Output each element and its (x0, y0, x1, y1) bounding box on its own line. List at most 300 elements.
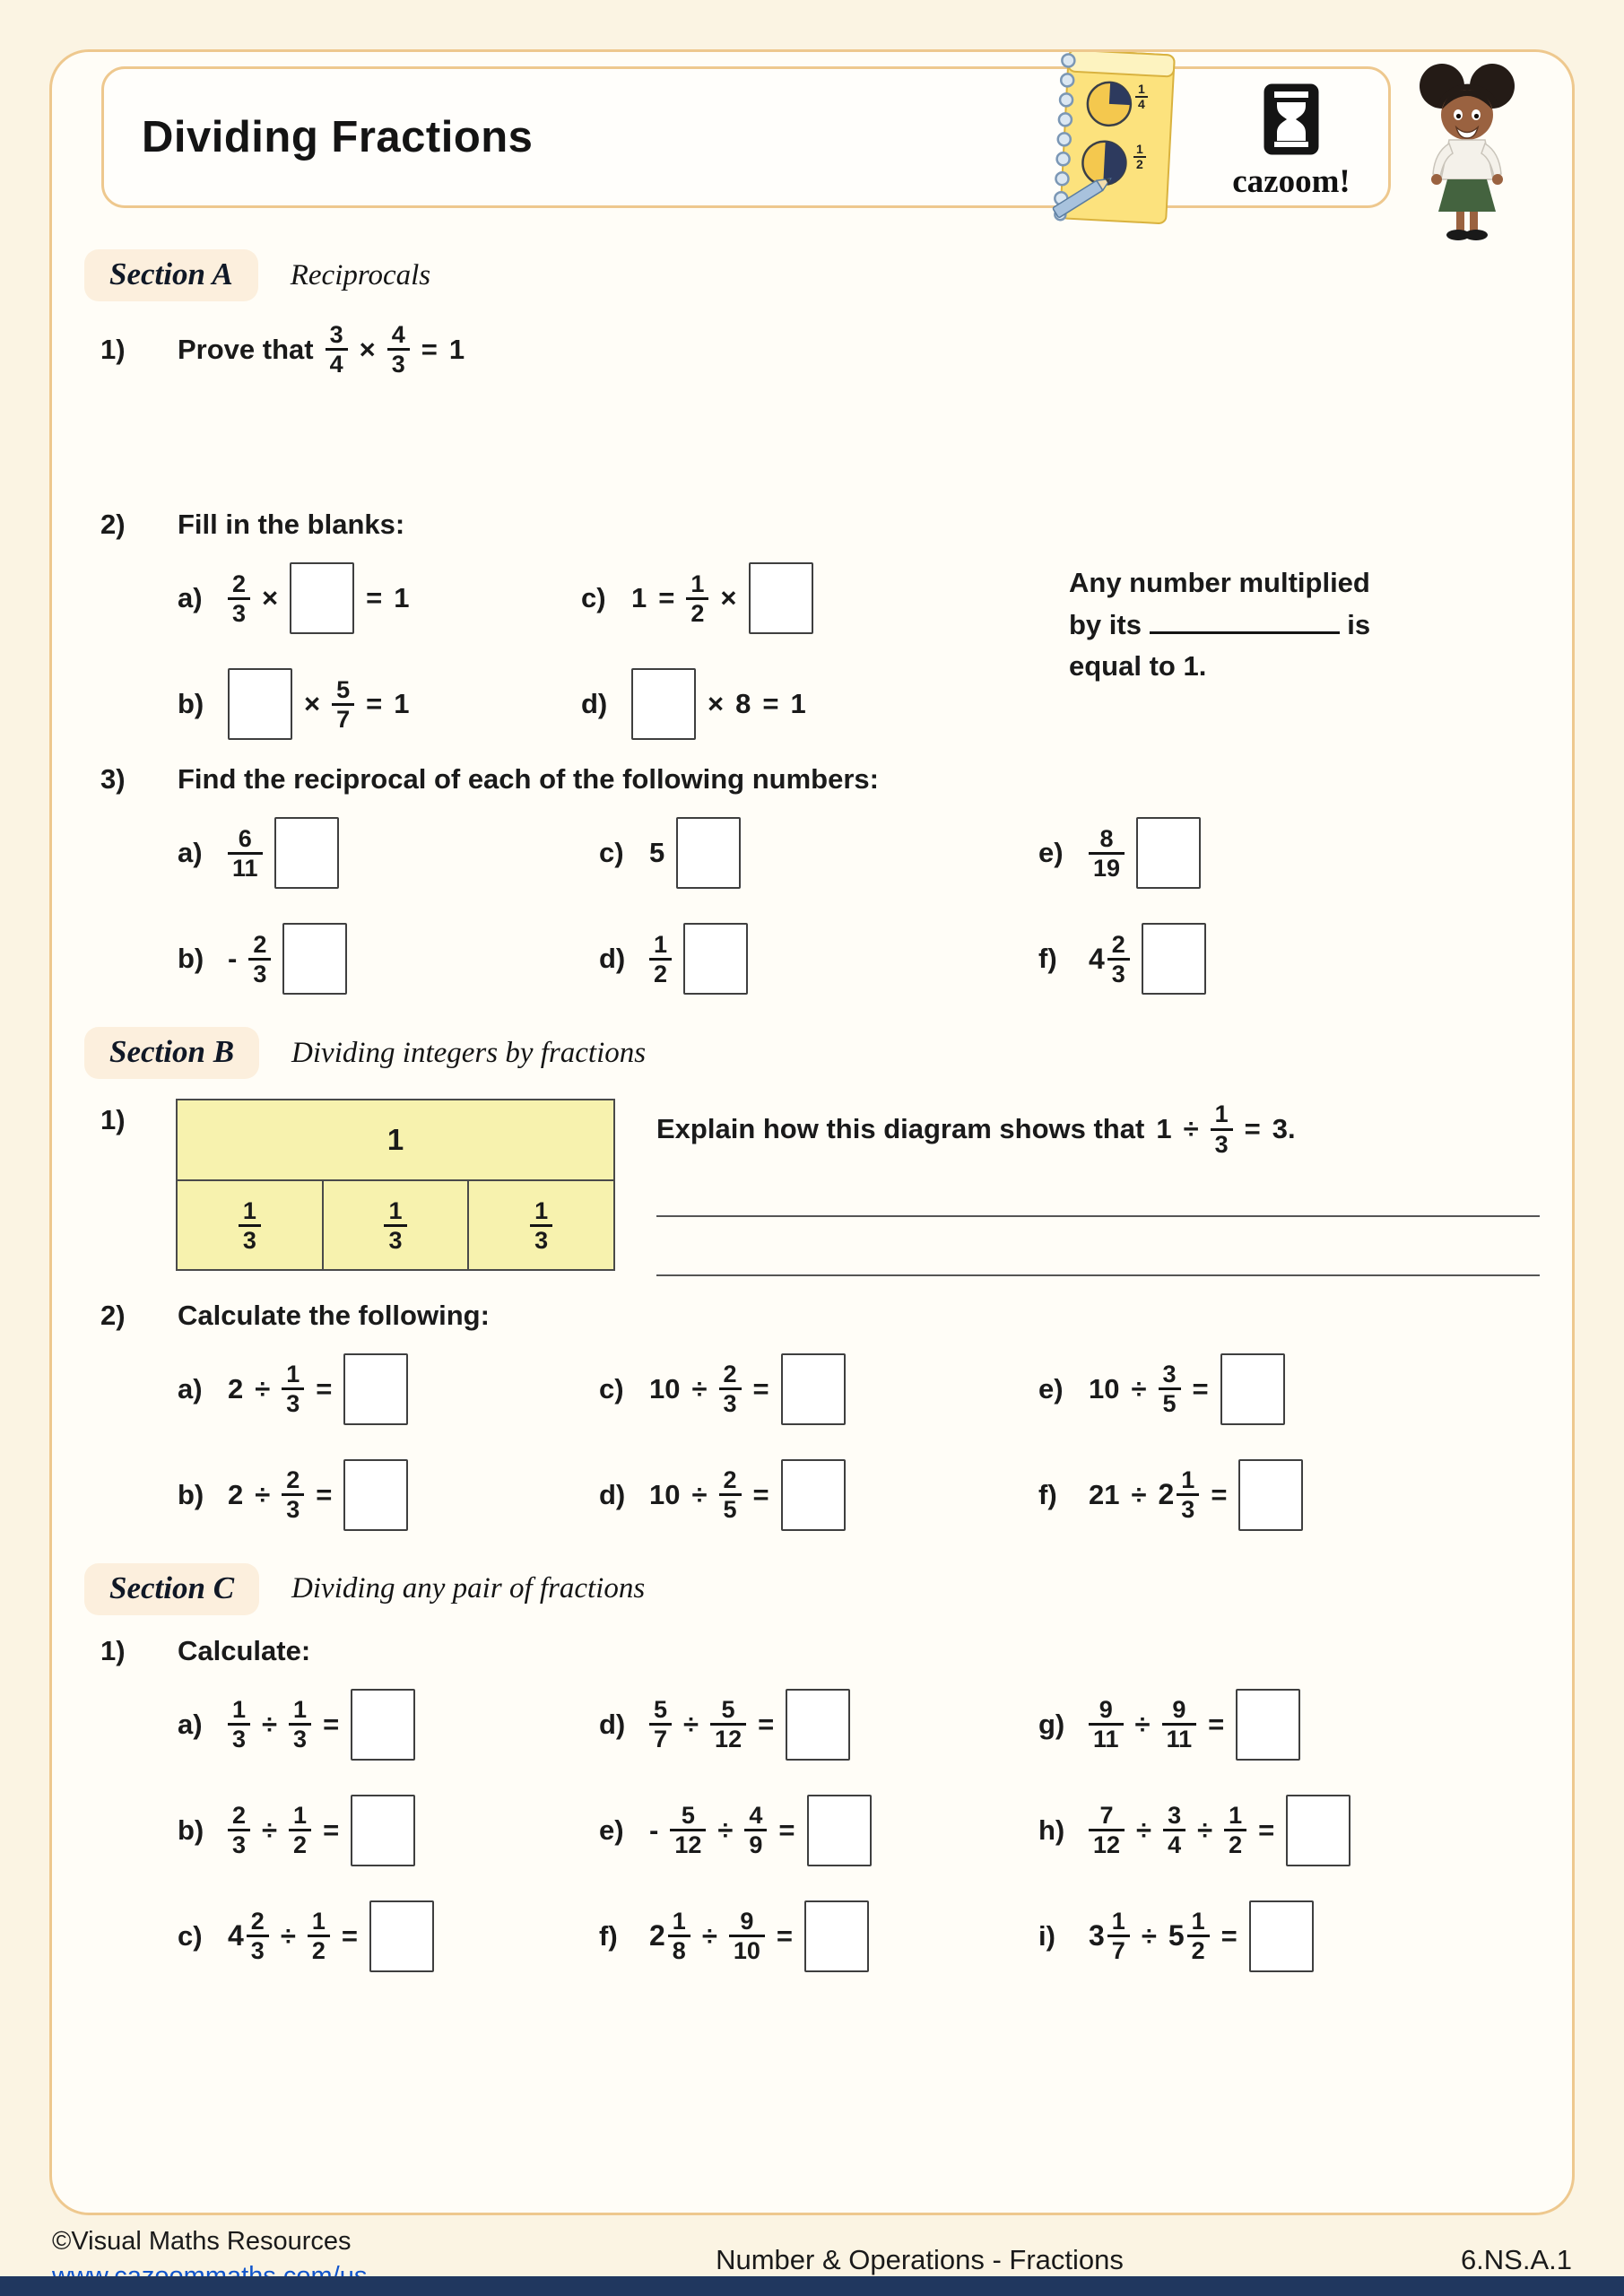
question (100, 321, 1540, 378)
expression-text: = (1208, 1708, 1225, 1740)
answer-box[interactable] (351, 1689, 415, 1761)
answer-line[interactable] (656, 1158, 1540, 1217)
fraction-denominator: 3 (228, 1723, 250, 1752)
hourglass-logo-icon (1263, 83, 1320, 156)
fraction (744, 1802, 767, 1858)
fraction-numerator: 2 (723, 1361, 737, 1388)
answer-line[interactable] (656, 1217, 1540, 1276)
problem-item (581, 668, 1029, 740)
fraction-denominator: 5 (719, 1493, 742, 1523)
answer-box[interactable] (1286, 1795, 1350, 1866)
problem-grid (178, 1689, 1540, 1972)
fraction-denominator: 2 (308, 1935, 330, 1964)
expression (656, 1100, 1296, 1157)
notepad-fractions-icon (1043, 49, 1177, 226)
diagram-cell-whole: 1 (178, 1100, 613, 1181)
expression-text: ÷ (262, 1813, 278, 1846)
expression-text: = (421, 333, 438, 365)
problem-label: a) (178, 837, 203, 869)
problem-label: f) (599, 1919, 618, 1952)
fraction (649, 931, 672, 987)
expression-text: ÷ (691, 1372, 708, 1405)
fraction-numerator: 1 (534, 1196, 549, 1224)
expression (228, 1353, 408, 1425)
fraction (1211, 1100, 1233, 1157)
fraction-numerator: 2 (232, 1802, 247, 1830)
fraction-denominator: 7 (1107, 1935, 1130, 1964)
diagram-row-thirds (178, 1181, 613, 1269)
problem-label: d) (599, 1708, 626, 1740)
mixed-number (1089, 1908, 1130, 1964)
diagram-cell-third (322, 1181, 468, 1269)
mixed-number (228, 1908, 269, 1964)
answer-box[interactable] (786, 1689, 850, 1761)
expression-text: ÷ (1131, 1372, 1147, 1405)
answer-box[interactable] (343, 1459, 408, 1531)
expression-text: = (758, 1708, 775, 1740)
section-header (84, 1563, 1540, 1615)
fraction-denominator: 2 (649, 958, 672, 987)
section-b (84, 1027, 1540, 1530)
fraction-denominator: 3 (1177, 1493, 1199, 1523)
fraction-numerator: 2 (232, 570, 247, 597)
expression-text: 21 (1089, 1478, 1120, 1510)
fraction (1162, 1696, 1197, 1752)
fraction (729, 1908, 765, 1964)
answer-box[interactable] (631, 668, 696, 740)
expression (228, 562, 410, 634)
expression (649, 1900, 869, 1972)
question-heading (100, 509, 1540, 541)
explain-block (656, 1099, 1540, 1275)
problem-item (178, 817, 599, 889)
fraction-numerator: 9 (1172, 1696, 1186, 1724)
problem-item (178, 1900, 599, 1972)
problem-item (599, 1689, 1038, 1761)
fraction (228, 570, 250, 627)
expression (1089, 923, 1206, 995)
fraction-denominator: 7 (332, 703, 354, 733)
fraction (649, 1696, 672, 1752)
problem-item (178, 668, 581, 740)
problem-label: b) (178, 1478, 204, 1510)
question (100, 509, 1540, 740)
fraction-numerator: 2 (723, 1466, 737, 1494)
problem-item (599, 1459, 1038, 1531)
fraction (387, 321, 410, 378)
expression-text: ÷ (683, 1708, 699, 1740)
expression-text: = (1258, 1813, 1275, 1846)
expression-text: 1 (1156, 1113, 1172, 1145)
expression (228, 1459, 408, 1531)
fraction-numerator: 4 (391, 321, 405, 348)
expression (1089, 1900, 1314, 1972)
fraction-numerator: 1 (388, 1196, 403, 1224)
question-heading (100, 321, 1540, 378)
problem-label: e) (1038, 837, 1064, 869)
expression-text: = (1211, 1478, 1228, 1510)
question-body (178, 1353, 1540, 1531)
problem-label: e) (1038, 1372, 1064, 1405)
section-label: Section B (84, 1027, 259, 1079)
answer-box[interactable] (369, 1900, 434, 1972)
fraction-denominator: 11 (228, 852, 263, 882)
expression (649, 923, 748, 995)
answer-box[interactable] (676, 817, 741, 889)
problem-label: c) (599, 837, 624, 869)
expression-text: = (1244, 1113, 1261, 1145)
fraction-denominator: 8 (668, 1935, 690, 1964)
whole-number: 3 (1089, 1919, 1105, 1952)
problem-label: f) (1038, 1478, 1057, 1510)
question-number: 2) (100, 509, 126, 541)
problem-item (178, 1689, 599, 1761)
problem-label: i) (1038, 1919, 1055, 1952)
expression (228, 1900, 434, 1972)
expression-text: × (262, 582, 279, 614)
header (52, 52, 1572, 244)
fraction (239, 1197, 261, 1254)
fraction-denominator: 10 (729, 1935, 765, 1964)
expression (178, 321, 465, 378)
notepad-icon-art (1043, 49, 1177, 226)
fraction-numerator: 2 (1111, 930, 1125, 958)
expression (1089, 1459, 1303, 1531)
expression-text: 10 (649, 1478, 681, 1510)
problem-item (599, 1900, 1038, 1972)
fraction-numerator: 1 (672, 1908, 686, 1935)
question-prompt: Calculate: (178, 1634, 311, 1666)
fraction-denominator: 4 (326, 348, 348, 378)
expression-text: = (316, 1478, 333, 1510)
expression-text: Prove that (178, 333, 314, 365)
fraction-numerator: 1 (293, 1802, 308, 1830)
expression-text: = (776, 1919, 793, 1952)
whole-number: 2 (1158, 1478, 1175, 1511)
answer-box[interactable] (781, 1353, 846, 1425)
fraction-denominator: 12 (1089, 1829, 1125, 1858)
problem-grid (178, 1353, 1540, 1531)
fraction (1187, 1908, 1210, 1964)
problem-label: e) (599, 1813, 624, 1846)
problem-item (178, 923, 599, 995)
expression-text: × (359, 333, 376, 365)
fraction (228, 825, 263, 882)
answer-box[interactable] (290, 562, 354, 634)
expression (228, 1689, 415, 1761)
fraction (1163, 1802, 1185, 1858)
page-title: Dividing Fractions (142, 113, 534, 161)
expression (1089, 817, 1201, 889)
expression-text: ÷ (280, 1919, 296, 1952)
mixed-number (1089, 931, 1130, 987)
expression-text: 2 (228, 1372, 244, 1405)
problem-item (178, 1353, 599, 1425)
answer-box[interactable] (1236, 1689, 1300, 1761)
problem-item (1038, 1900, 1540, 1972)
fraction-numerator: 1 (232, 1696, 247, 1724)
diagram-cell-third (178, 1181, 322, 1269)
expression-text: ÷ (691, 1478, 708, 1510)
problem-item (1038, 1459, 1540, 1531)
expression-text: = (323, 1813, 340, 1846)
fraction-denominator: 3 (282, 1493, 304, 1523)
expression (228, 668, 410, 740)
answer-box[interactable] (749, 562, 813, 634)
question (100, 1300, 1540, 1531)
question (100, 1099, 1540, 1275)
fraction-denominator: 3 (530, 1224, 552, 1254)
fraction-numerator: 7 (1099, 1802, 1114, 1830)
footer-domain-text: Number & Operations - Fractions (716, 2244, 1124, 2275)
fraction-denominator: 3 (228, 597, 250, 627)
title-box (101, 66, 1391, 208)
problem-item (178, 1459, 599, 1531)
expression-text: ÷ (717, 1813, 734, 1846)
expression (228, 1795, 415, 1866)
fraction-numerator: 3 (1168, 1802, 1182, 1830)
expression-text: ÷ (1131, 1478, 1147, 1510)
fraction-numerator: 2 (250, 1908, 265, 1935)
answer-box[interactable] (1136, 817, 1201, 889)
expression-text: 1 (631, 582, 647, 614)
expression-text: ÷ (255, 1478, 271, 1510)
problem-item (1038, 1689, 1540, 1761)
fraction-denominator: 11 (1089, 1723, 1124, 1752)
fraction-numerator: 5 (336, 675, 351, 703)
fraction-denominator: 3 (387, 348, 410, 378)
problem-label: c) (581, 582, 606, 614)
expression-text: = (752, 1478, 769, 1510)
fraction-denominator: 3 (719, 1387, 742, 1417)
fraction-denominator: 3 (1107, 958, 1130, 987)
fraction-denominator: 3 (247, 1935, 269, 1964)
answer-box[interactable] (1238, 1459, 1303, 1531)
mixed-number (1159, 1466, 1200, 1523)
fraction-numerator: 1 (293, 1696, 308, 1724)
fraction-denominator: 5 (1159, 1387, 1181, 1417)
fraction-numerator: 1 (1191, 1908, 1205, 1935)
problem-item (178, 1795, 599, 1866)
fraction-denominator: 11 (1162, 1723, 1197, 1752)
question-number: 1) (100, 1104, 126, 1136)
fill-in-blank[interactable] (1150, 607, 1340, 634)
question-number: 1) (100, 1634, 126, 1666)
expression-text: = (341, 1919, 358, 1952)
answer-box[interactable] (804, 1900, 869, 1972)
fraction-bar-diagram (176, 1099, 615, 1271)
fraction-denominator: 4 (1163, 1829, 1185, 1858)
fraction (282, 1361, 304, 1417)
fraction-numerator: 1 (654, 930, 668, 958)
expression (228, 923, 347, 995)
diagram-cell-third (467, 1181, 613, 1269)
fraction-numerator: 5 (681, 1802, 695, 1830)
answer-box[interactable] (228, 668, 292, 740)
problem-label: c) (599, 1372, 624, 1405)
fraction-denominator: 19 (1089, 852, 1125, 882)
problem-label: d) (599, 1478, 626, 1510)
section-subtitle: Dividing integers by fractions (291, 1036, 647, 1069)
answer-box[interactable] (807, 1795, 872, 1866)
expression (649, 817, 741, 889)
expression-text: ÷ (701, 1919, 717, 1952)
answer-box[interactable] (1142, 923, 1206, 995)
fraction (332, 676, 354, 733)
fraction (228, 1802, 250, 1858)
answer-box[interactable] (274, 817, 339, 889)
expression-text: ÷ (1136, 1813, 1152, 1846)
student-character-illustration (1397, 59, 1539, 242)
fraction (289, 1696, 311, 1752)
answer-box[interactable] (282, 923, 347, 995)
explain-prompt (656, 1100, 1540, 1157)
mixed-number (1168, 1908, 1210, 1964)
expression-text: ÷ (1141, 1919, 1157, 1952)
problem-label: d) (599, 943, 626, 975)
problem-item (1038, 923, 1540, 995)
notepad-quarter-fraction: $\frac{1}{4}$ (1135, 83, 1148, 112)
expression-text: = (1192, 1372, 1209, 1405)
expression-text: = (658, 582, 675, 614)
fraction-numerator: 1 (311, 1908, 326, 1935)
answer-box[interactable] (781, 1459, 846, 1531)
whole-number: 5 (1168, 1919, 1185, 1952)
expression-text: ÷ (1183, 1113, 1199, 1145)
fraction-denominator: 2 (1224, 1829, 1246, 1858)
fraction (719, 1361, 742, 1417)
fraction (530, 1197, 552, 1254)
fraction (248, 931, 271, 987)
fraction (1159, 1361, 1181, 1417)
fraction-numerator: 1 (1214, 1100, 1229, 1128)
expression-text: 10 (1089, 1372, 1120, 1405)
problem-grid (178, 817, 1540, 995)
expression-text: = (752, 1372, 769, 1405)
fraction (710, 1696, 746, 1752)
expression-text: 5 (649, 837, 665, 869)
expression-text: 1 (790, 688, 806, 720)
answer-box[interactable] (683, 923, 748, 995)
fraction-numerator: 3 (1162, 1361, 1177, 1388)
instruction-note (1069, 562, 1410, 688)
answer-box[interactable] (1249, 1900, 1314, 1972)
fraction-numerator: 9 (1099, 1696, 1113, 1724)
expression-text: = (366, 688, 383, 720)
problem-label: b) (178, 688, 204, 720)
expression (1089, 1795, 1350, 1866)
expression-text: ÷ (255, 1372, 271, 1405)
fraction (247, 1908, 269, 1964)
fraction-numerator: 4 (749, 1802, 763, 1830)
question-number: 2) (100, 1299, 126, 1331)
fraction-denominator: 12 (670, 1829, 706, 1858)
expression-text: ÷ (1197, 1813, 1213, 1846)
section-header (84, 1027, 1540, 1079)
section-label: Section C (84, 1563, 259, 1615)
fraction-numerator: 1 (242, 1196, 256, 1224)
notepad-half-fraction: $\frac{1}{2}$ (1133, 143, 1146, 172)
expression-text: = (1220, 1919, 1238, 1952)
expression (631, 562, 813, 634)
answer-box[interactable] (351, 1795, 415, 1866)
problem-label: h) (1038, 1813, 1065, 1846)
fraction-numerator: 5 (721, 1696, 735, 1724)
fraction-numerator: 2 (253, 930, 267, 958)
question-prompt: Fill in the blanks: (178, 509, 405, 541)
whole-number: 4 (1089, 942, 1105, 975)
expression-text: ÷ (1134, 1708, 1151, 1740)
expression-text: ÷ (262, 1708, 278, 1740)
fraction-numerator: 1 (1181, 1466, 1195, 1494)
girl-character-art (1397, 59, 1539, 242)
fraction-denominator: 3 (282, 1387, 304, 1417)
expression-text: × (708, 688, 725, 720)
answer-box[interactable] (1220, 1353, 1285, 1425)
fraction-denominator: 7 (649, 1723, 672, 1752)
problem-item (599, 1353, 1038, 1425)
section-subtitle: Reciprocals (290, 258, 431, 291)
fraction (1107, 1908, 1130, 1964)
fraction-denominator: 3 (239, 1224, 261, 1254)
fraction (289, 1802, 311, 1858)
question-prompt: Calculate the following: (178, 1299, 490, 1331)
problem-label: a) (178, 582, 203, 614)
expression (649, 1795, 872, 1866)
expression-text: × (720, 582, 737, 614)
expression-text: = (316, 1372, 333, 1405)
fraction (1107, 931, 1130, 987)
fraction (1089, 1802, 1125, 1858)
worksheet-content (52, 249, 1572, 1972)
fraction-numerator: 8 (1099, 824, 1114, 852)
section-header (84, 249, 1540, 301)
question-body (178, 817, 1540, 995)
fraction-numerator: 1 (1111, 1908, 1125, 1935)
problem-item (599, 1795, 1038, 1866)
fraction (1089, 825, 1125, 882)
expression (1089, 1353, 1285, 1425)
expression-text: = (323, 1708, 340, 1740)
answer-box[interactable] (343, 1353, 408, 1425)
problem-item (1038, 1795, 1540, 1866)
copyright-text: ©Visual Maths Resources (52, 2227, 352, 2256)
expression (649, 1353, 846, 1425)
question-body (178, 1689, 1540, 1972)
cazoom-logo (1220, 83, 1363, 201)
fraction-numerator: 1 (690, 570, 705, 597)
expression-text: 1 (394, 582, 410, 614)
expression-text: 1 (448, 333, 465, 365)
fraction (384, 1197, 406, 1254)
fraction-denominator: 2 (289, 1829, 311, 1858)
question (100, 763, 1540, 995)
fraction-denominator: 3 (384, 1224, 406, 1254)
problem-label: g) (1038, 1708, 1065, 1740)
problem-label: b) (178, 1813, 204, 1846)
problem-label: a) (178, 1708, 203, 1740)
worksheet-panel (49, 49, 1575, 2215)
fraction (1177, 1466, 1199, 1523)
fraction (668, 1908, 690, 1964)
section-label: Section A (84, 249, 258, 301)
fraction-numerator: 6 (238, 824, 252, 852)
fraction-numerator: 2 (286, 1466, 300, 1494)
expression-text: = (762, 688, 779, 720)
fraction-numerator: 3 (329, 321, 343, 348)
expression-text: 2 (228, 1478, 244, 1510)
question-heading (100, 1635, 1540, 1667)
